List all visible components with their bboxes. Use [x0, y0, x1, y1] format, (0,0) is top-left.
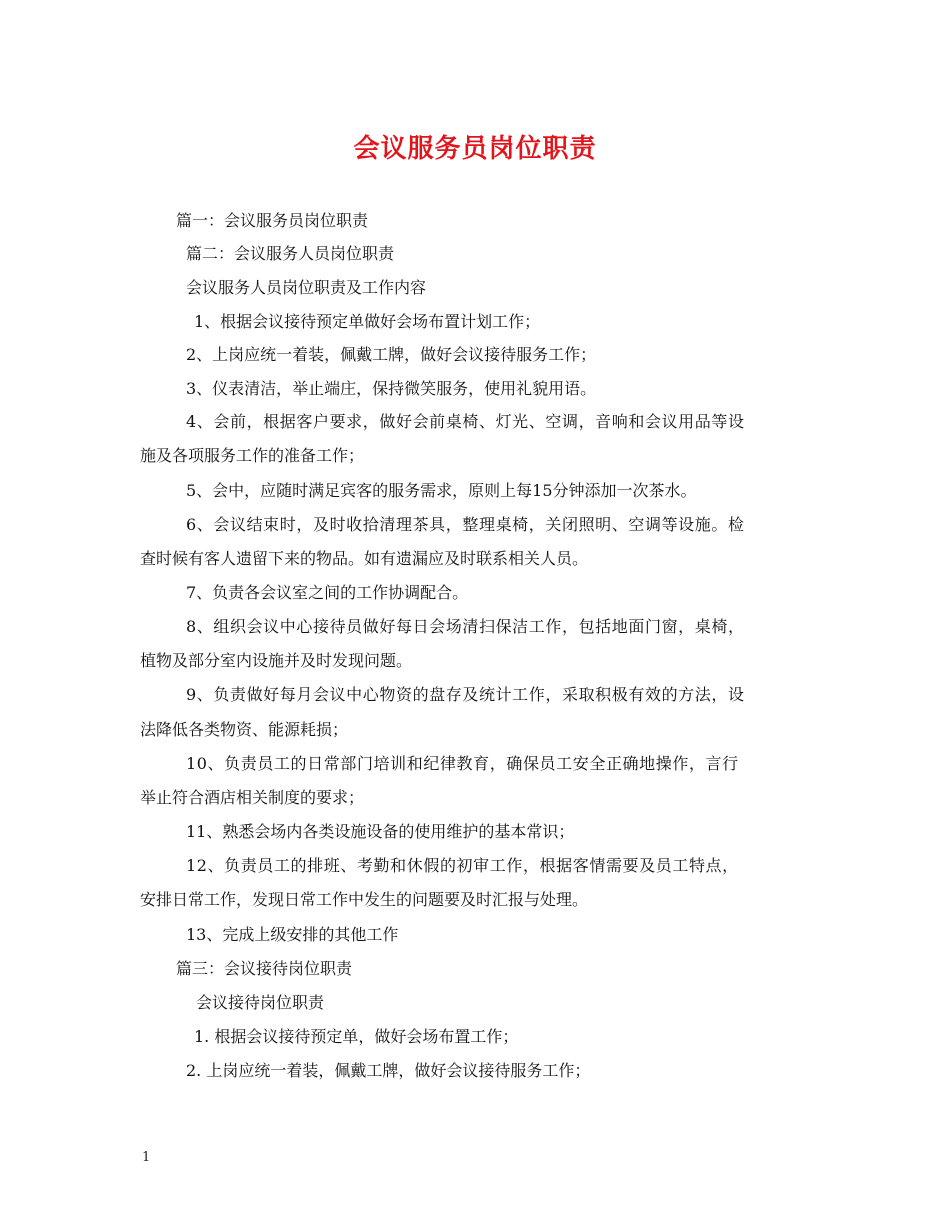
- body-line: 7、负责各会议室之间的工作协调配合。: [186, 583, 469, 602]
- body-line: 10、负责员工的日常部门培训和纪律教育，确保员工安全正确地操作，言行: [186, 754, 739, 773]
- body-line: 查时候有客人遗留下来的物品。如有遗漏应及时联系相关人员。: [140, 549, 589, 568]
- body-line: 11、熟悉会场内各类设施设备的使用维护的基本常识；: [186, 822, 575, 841]
- body-line: 3、仪表清洁，举止端庄，保持微笑服务，使用礼貌用语。: [186, 379, 597, 398]
- body-line: 植物及部分室内设施并及时发现问题。: [140, 651, 413, 670]
- body-line: 1、根据会议接待预定单做好会场布置计划工作；: [194, 312, 541, 331]
- body-line: 13、完成上级安排的其他工作: [186, 925, 399, 944]
- body-line: 2、上岗应统一着装，佩戴工牌，做好会议接待服务工作；: [186, 345, 597, 364]
- body-line: 2. 上岗应统一着装，佩戴工牌，做好会议接待服务工作；: [186, 1061, 591, 1080]
- body-line: 1. 根据会议接待预定单，做好会场布置工作；: [194, 1027, 519, 1046]
- body-line: 法降低各类物资、能源耗损；: [140, 720, 349, 739]
- page-number: 1: [142, 1150, 151, 1165]
- body-line: 安排日常工作，发现日常工作中发生的问题要及时汇报与处理。: [140, 890, 589, 909]
- body-line: 5、会中，应随时满足宾客的服务需求，原则上每15分钟添加一次茶水。: [186, 481, 697, 500]
- body-line: 会议服务人员岗位职责及工作内容: [186, 278, 427, 297]
- page-title: 会议服务员岗位职责: [353, 134, 597, 164]
- body-line: 8、组织会议中心接待员做好每日会场清扫保洁工作，包括地面门窗，桌椅，: [186, 617, 745, 636]
- body-line: 12、负责员工的排班、考勤和休假的初审工作，根据客情需要及员工特点，: [186, 856, 739, 875]
- body-line: 9、负责做好每月会议中心物资的盘存及统计工作，采取积极有效的方法，设: [186, 685, 745, 704]
- body-line: 篇二：会议服务人员岗位职责: [186, 244, 395, 263]
- body-line: 施及各项服务工作的准备工作；: [140, 446, 365, 465]
- body-line: 6、会议结束时，及时收拾清理茶具，整理桌椅，关闭照明、空调等设施。检: [186, 515, 745, 534]
- body-line: 4、会前，根据客户要求，做好会前桌椅、灯光、空调，音响和会议用品等设: [186, 412, 745, 431]
- body-line: 篇三：会议接待岗位职责: [176, 959, 353, 978]
- body-line: 会议接待岗位职责: [196, 993, 325, 1012]
- body-line: 举止符合酒店相关制度的要求；: [140, 788, 365, 807]
- body-line: 篇一：会议服务员岗位职责: [176, 211, 369, 230]
